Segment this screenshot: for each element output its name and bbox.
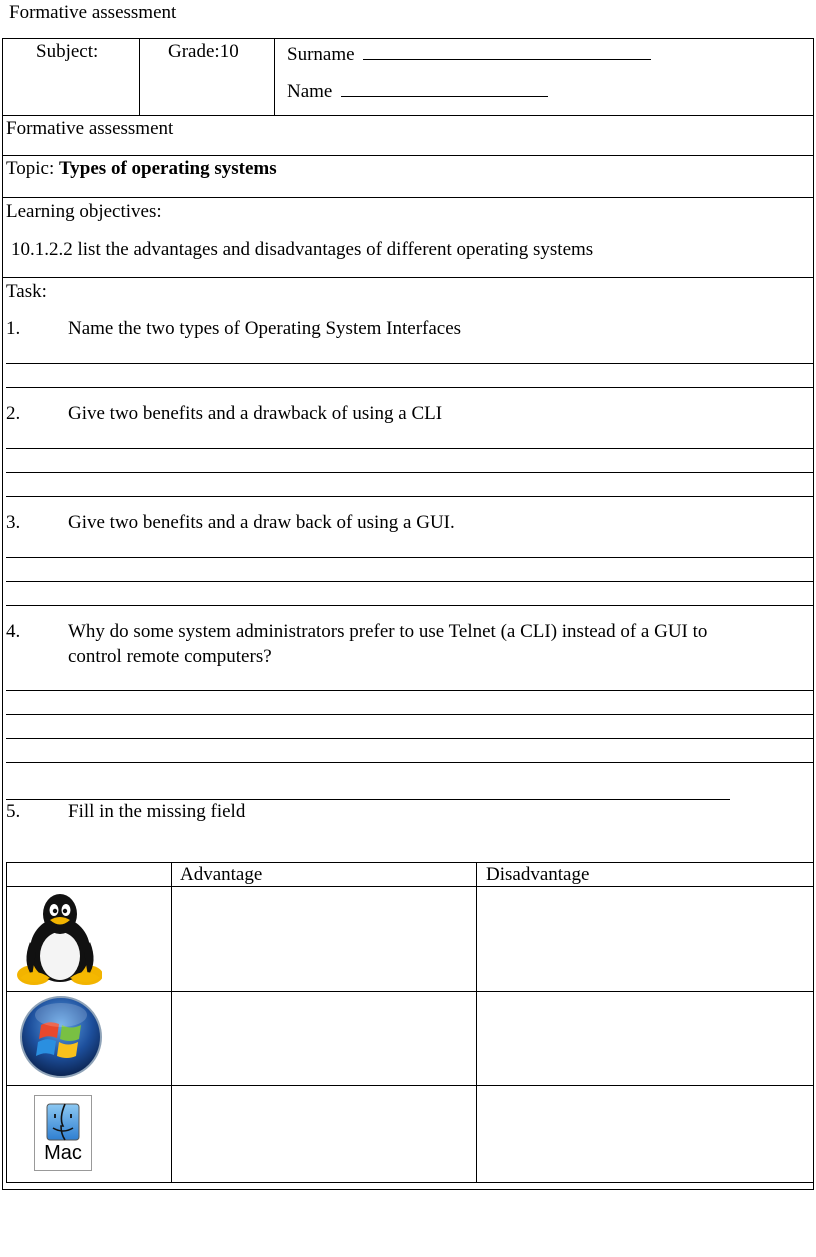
answer-line[interactable] [6, 387, 814, 388]
linux-advantage-cell[interactable] [172, 887, 475, 990]
topic-label: Topic: [6, 158, 60, 179]
topic-value: Types of operating systems [59, 158, 277, 179]
question-1-number: 1. [6, 318, 21, 339]
answer-line[interactable] [6, 448, 814, 449]
mac-disadvantage-cell[interactable] [477, 1086, 814, 1181]
task-label: Task: [6, 281, 47, 302]
topic-row [6, 158, 277, 180]
table-header-disadvantage: Disadvantage [486, 864, 590, 885]
answer-line[interactable] [6, 799, 730, 800]
answer-line[interactable] [6, 472, 814, 473]
answer-line[interactable] [6, 363, 814, 364]
windows-logo-icon [19, 995, 103, 1081]
name-field[interactable] [287, 78, 548, 103]
section-label: Formative assessment [6, 118, 174, 139]
answer-line[interactable] [6, 714, 814, 715]
question-3-number: 3. [6, 512, 21, 533]
name-blank[interactable] [341, 78, 548, 97]
question-5-number: 5. [6, 801, 21, 822]
question-2-text: Give two benefits and a drawback of using a CLI [68, 403, 443, 424]
answer-line[interactable] [6, 557, 814, 558]
question-5-text: Fill in the missing field [68, 801, 246, 822]
grade-label: Grade:10 [168, 41, 239, 62]
mac-advantage-cell[interactable] [172, 1086, 475, 1181]
objectives-label: Learning objectives: [6, 201, 162, 222]
objectives-text: 10.1.2.2 list the advantages and disadvantages of different operating systems [11, 239, 594, 260]
answer-line[interactable] [6, 605, 814, 606]
windows-advantage-cell[interactable] [172, 992, 475, 1084]
question-4-number: 4. [6, 621, 21, 642]
name-label: Name [287, 81, 333, 102]
answer-line[interactable] [6, 690, 814, 691]
question-3-text: Give two benefits and a draw back of using a GUI. [68, 512, 455, 533]
surname-field[interactable] [287, 41, 651, 66]
answer-line[interactable] [6, 581, 814, 582]
question-4-text-line1: Why do some system administrators prefer to use Telnet (a CLI) instead of a GUI to [68, 621, 708, 642]
linux-tux-icon [16, 892, 102, 988]
surname-blank[interactable] [363, 41, 651, 60]
question-1-text: Name the two types of Operating System Interfaces [68, 318, 462, 339]
mac-icon-label: Mac [44, 1142, 82, 1164]
page-title: Formative assessment [9, 2, 177, 23]
answer-line[interactable] [6, 762, 814, 763]
answer-line[interactable] [6, 496, 814, 497]
answer-line[interactable] [6, 738, 814, 739]
os-table [6, 862, 814, 1182]
question-4-text-line2: control remote computers? [68, 646, 272, 667]
subject-label: Subject: [36, 41, 99, 62]
surname-label: Surname [287, 44, 355, 65]
windows-disadvantage-cell[interactable] [477, 992, 814, 1084]
table-header-advantage: Advantage [180, 864, 263, 885]
question-2-number: 2. [6, 403, 21, 424]
mac-finder-icon [34, 1095, 92, 1171]
linux-disadvantage-cell[interactable] [477, 887, 814, 990]
